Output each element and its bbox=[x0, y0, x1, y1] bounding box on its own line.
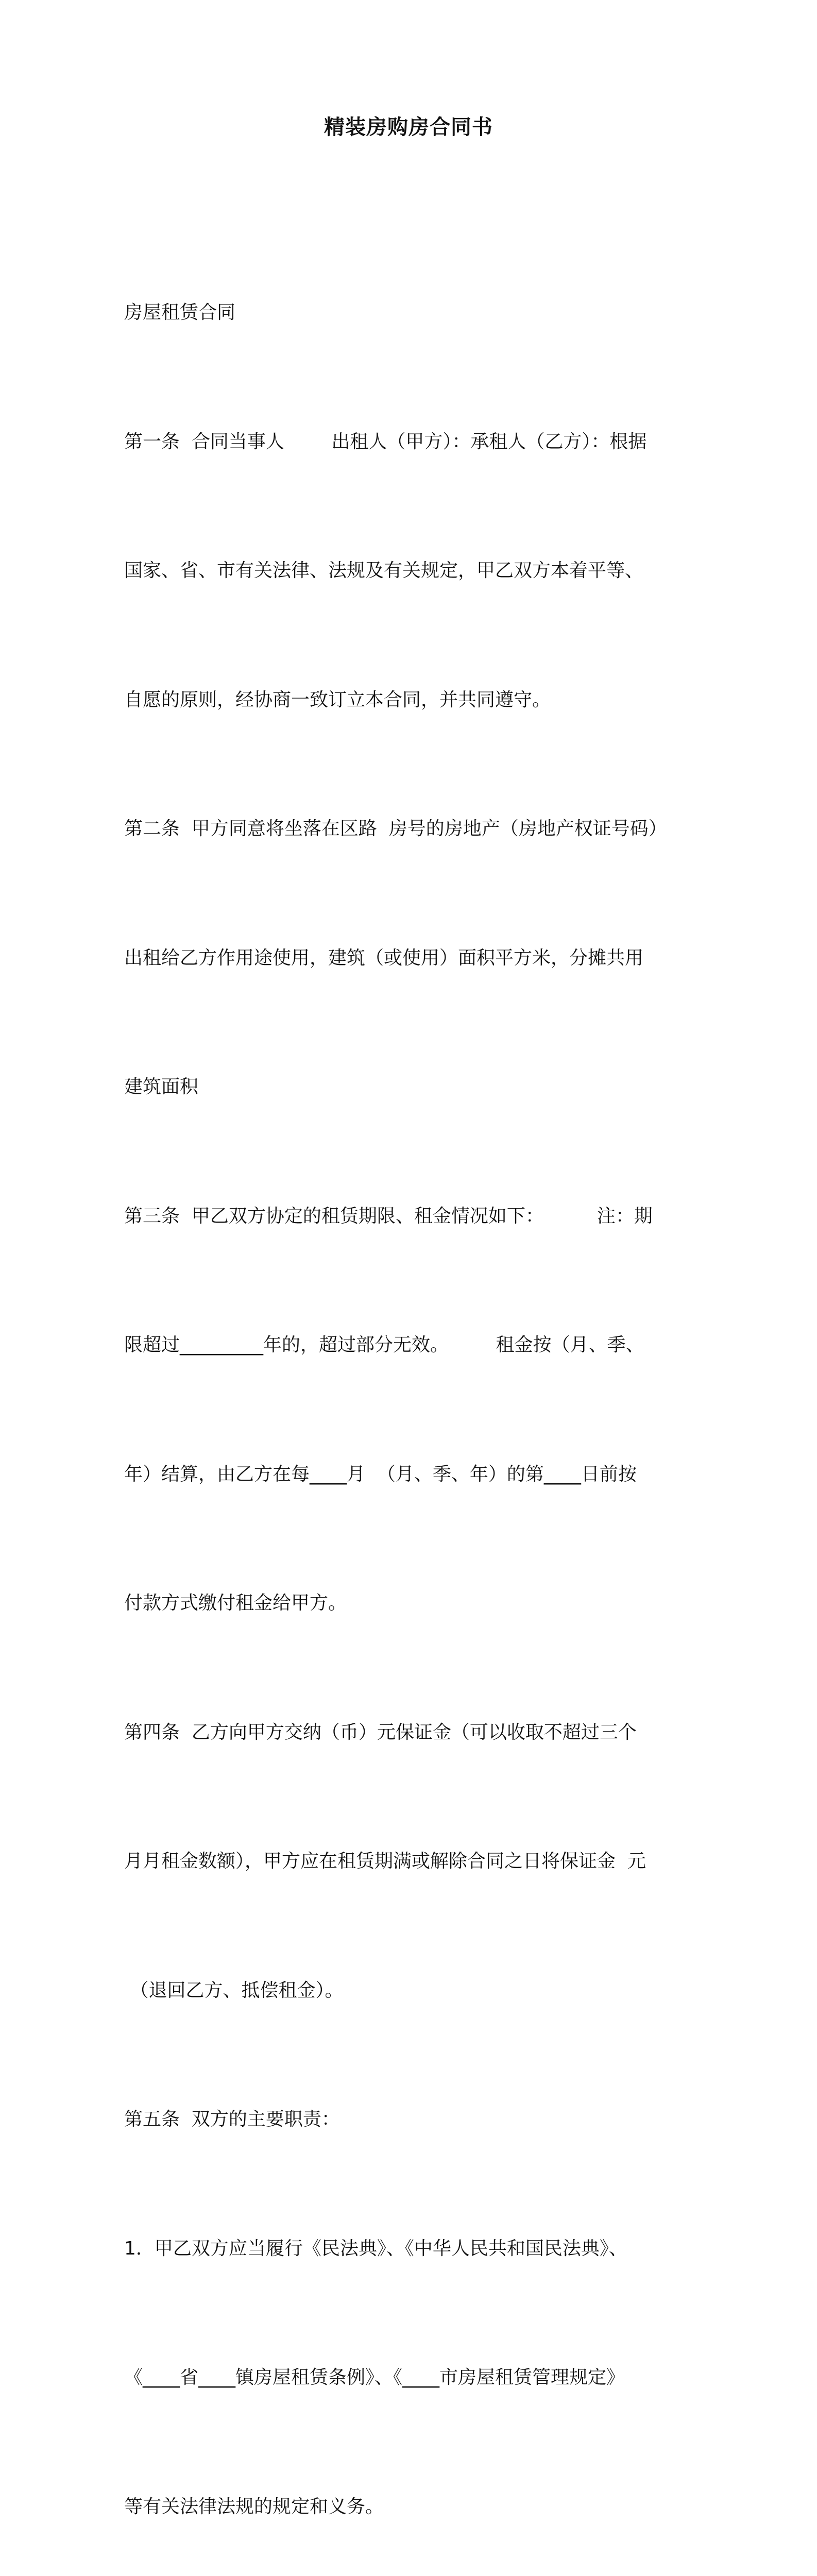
paragraph-line: 等有关法律法规的规定和义务。 bbox=[124, 2496, 384, 2517]
paragraph-line: 出租给乙方作用途使用，建筑（或使用）面积平方米，分摊共用 bbox=[124, 947, 644, 969]
section-heading: 房屋租赁合同 bbox=[124, 302, 236, 323]
paragraph-line: （退回乙方、抵偿租金）。 bbox=[124, 1979, 344, 2001]
document-body bbox=[124, 205, 711, 2576]
document-title: 精装房购房合同书 bbox=[324, 115, 493, 139]
paragraph-line: 第五条 双方的主要职责： bbox=[124, 2109, 340, 2130]
paragraph-line: 付款方式缴付租金给甲方。 bbox=[124, 1592, 347, 1614]
paragraph-line: 限超过_________年的，超过部分无效。 租金按（月、季、 bbox=[124, 1334, 644, 1355]
paragraph-line: 1．甲乙双方应当履行《民法典》、《中华人民共和国民法典》、 bbox=[124, 2238, 627, 2259]
paragraph-line: 第二条 甲方同意将坐落在区路 房号的房地产（房地产权证号码） bbox=[124, 818, 667, 839]
paragraph-line: 《____省____镇房屋租赁条例》、《____市房屋租赁管理规定》 bbox=[124, 2367, 625, 2388]
paragraph-line: 第一条 合同当事人 出租人（甲方）：承租人（乙方）：根据 bbox=[124, 431, 647, 452]
paragraph-line: 月月租金数额），甲方应在租赁期满或解除合同之日将保证金 元 bbox=[124, 1851, 646, 1872]
paragraph-line: 第三条 甲乙双方协定的租赁期限、租金情况如下： 注：期 bbox=[124, 1205, 653, 1227]
paragraph-line: 建筑面积 bbox=[124, 1076, 199, 1097]
paragraph-line: 国家、省、市有关法律、法规及有关规定，甲乙双方本着平等、 bbox=[124, 560, 644, 581]
paragraph-line: 年）结算，由乙方在每____月 （月、季、年）的第____日前按 bbox=[124, 1463, 637, 1485]
paragraph-line: 第四条 乙方向甲方交纳（币）元保证金（可以收取不超过三个 bbox=[124, 1721, 637, 1743]
paragraph-line: 自愿的原则，经协商一致订立本合同，并共同遵守。 bbox=[124, 689, 551, 710]
